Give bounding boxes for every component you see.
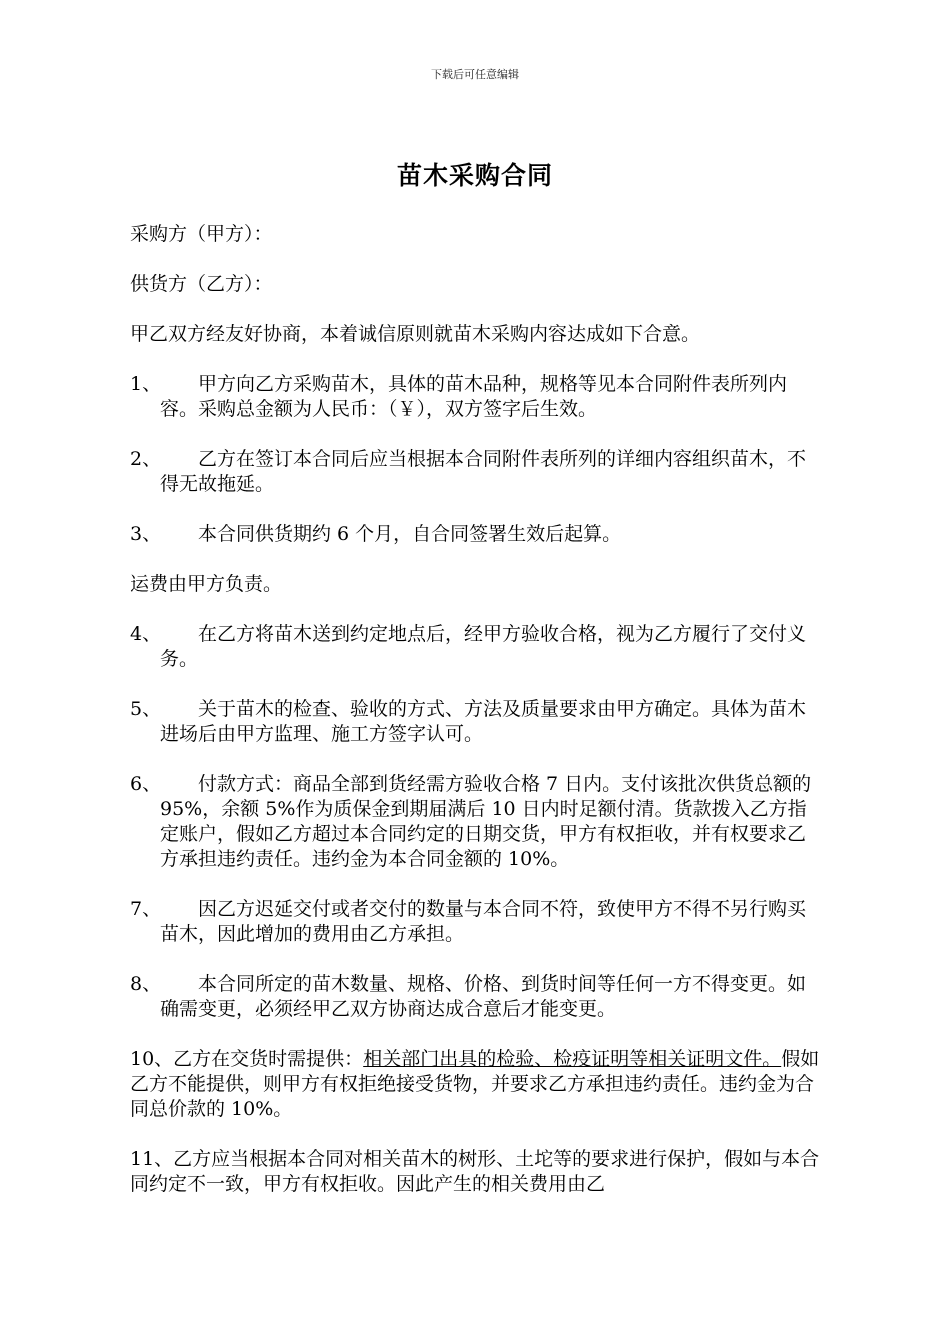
freight-paragraph: 运费由甲方负责。 <box>130 573 283 595</box>
clause-10 <box>130 1047 820 1122</box>
clause-number: 4、 <box>130 623 162 645</box>
party-b-line: 供货方（乙方）： <box>130 273 273 295</box>
clause-2 <box>130 447 820 497</box>
clause-7 <box>130 897 820 947</box>
document-body <box>130 222 820 1222</box>
clause-text: 甲方向乙方采购苗木，具体的苗木品种，规格等见本合同附件表所列内容。采购总金额为人民币：（￥），双方签字后生效。 <box>160 373 788 420</box>
intro-paragraph: 甲乙双方经友好协商，本着诚信原则就苗木采购内容达成如下合意。 <box>130 323 701 345</box>
document-title: 苗木采购合同 <box>396 161 553 190</box>
clause-number: 8、 <box>130 973 162 995</box>
page-header: 下载后可任意编辑 <box>431 68 519 81</box>
clause-number: 3、 <box>130 523 162 545</box>
clause-11: 11、乙方应当根据本合同对相关苗木的树形、土坨等的要求进行保护，假如与本合同约定不一致，甲方有权拒收。因此产生的相关费用由乙 <box>130 1148 820 1195</box>
clause-text: 因乙方迟延交付或者交付的数量与本合同不符，致使甲方不得不另行购买苗木，因此增加的费用由乙方承担。 <box>160 898 807 945</box>
clause-4 <box>130 622 820 672</box>
clause-number: 7、 <box>130 898 162 920</box>
clause-3 <box>130 522 820 547</box>
clause-5 <box>130 697 820 747</box>
clause-text: 在乙方将苗木送到约定地点后，经甲方验收合格，视为乙方履行了交付义务。 <box>160 623 807 670</box>
clause-number: 1、 <box>130 373 162 395</box>
clause-6 <box>130 772 820 872</box>
clause-number: 5、 <box>130 698 162 720</box>
clause-text: 本合同所定的苗木数量、规格、价格、到货时间等任何一方不得变更。如确需变更，必须经甲乙双方协商达成合意后才能变更。 <box>160 973 807 1020</box>
clause-text: 付款方式：商品全部到货经需方验收合格 7 日内。支付该批次供货总额的 95%，余额 5%作为质保金到期届满后 10 日内时足额付清。货款拨入乙方指定账户，假如乙方超过本合同约定的日期交货，甲方有权拒收，并有权要求乙方承担违约责任。违约金为本合同金额的 10%。 <box>160 773 812 870</box>
clause-10-rest: 假如乙方不能提供，则甲方有权拒绝接受货物，并要求乙方承担违约责任。违约金为合同总价款的 10%。 <box>130 1048 820 1120</box>
clause-text: 关于苗木的检查、验收的方式、方法及质量要求由甲方确定。具体为苗木进场后由甲方监理、施工方签字认可。 <box>160 698 807 745</box>
clause-8 <box>130 972 820 1022</box>
party-a-line: 采购方（甲方）： <box>130 223 273 245</box>
clause-text: 本合同供货期约 6 个月，自合同签署生效后起算。 <box>198 523 622 545</box>
clause-1 <box>130 372 820 422</box>
clause-number: 6、 <box>130 773 162 795</box>
clause-10-underlined: 相关部门出具的检验、检疫证明等相关证明文件。 <box>363 1048 782 1070</box>
clause-number: 2、 <box>130 448 162 470</box>
clause-text: 乙方在签订本合同后应当根据本合同附件表所列的详细内容组织苗木，不得无故拖延。 <box>160 448 807 495</box>
clause-10-prefix: 10、乙方在交货时需提供： <box>130 1048 364 1070</box>
